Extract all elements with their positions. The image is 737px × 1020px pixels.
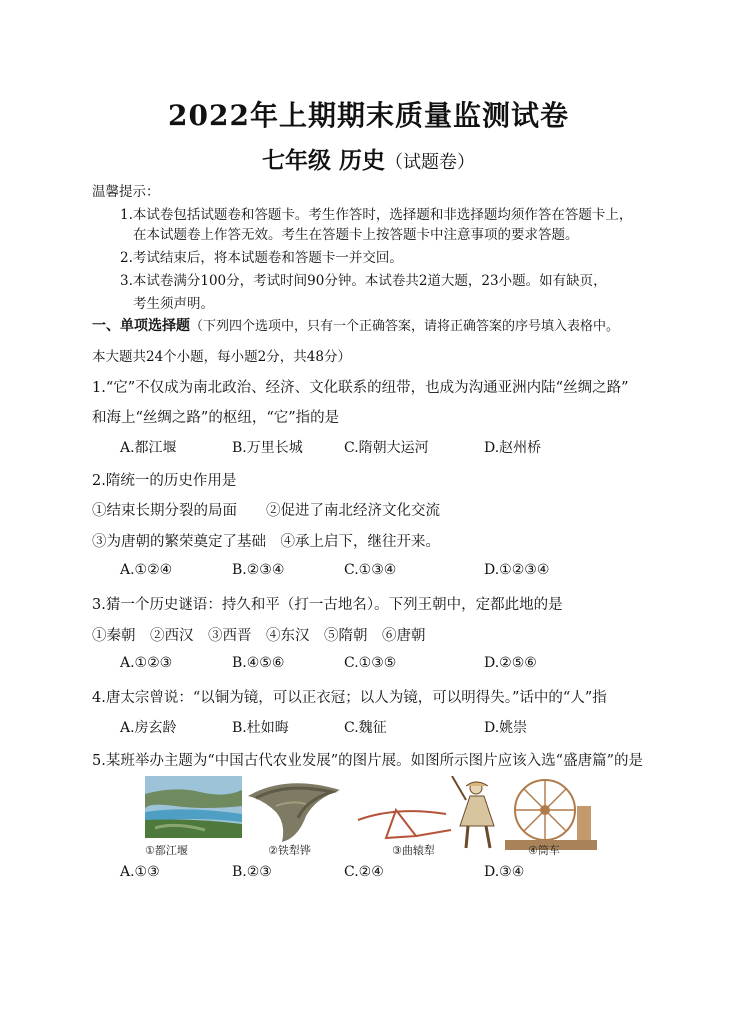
subtitle-paren: （试题卷） bbox=[385, 152, 475, 173]
option: B.②③ bbox=[232, 864, 272, 880]
option: A.①②④ bbox=[120, 562, 173, 578]
option: C.魏征 bbox=[344, 720, 387, 736]
option: C.隋朝大运河 bbox=[344, 440, 429, 456]
question-text: 5.某班举办主题为“中国古代农业发展”的图片展。如图所示图片应该入选“盛唐篇”的是 bbox=[92, 753, 643, 769]
tips-line: 2.考试结束后，将本试题卷和答题卡一并交回。 bbox=[120, 250, 403, 266]
option: D.③④ bbox=[484, 864, 525, 880]
option: C.①③④ bbox=[344, 562, 397, 578]
option: B.④⑤⑥ bbox=[232, 655, 285, 671]
tips-line: 在本试题卷上作答无效。考生在答题卡上按答题卡中注意事项的要求答题。 bbox=[133, 227, 579, 243]
option: D.①②③④ bbox=[484, 562, 550, 578]
figure-caption: ③曲辕犁 bbox=[392, 844, 435, 857]
question-text: 2.隋统一的历史作用是 bbox=[92, 473, 237, 489]
question-text: ①秦朝 ②西汉 ③西晋 ④东汉 ⑤隋朝 ⑥唐朝 bbox=[92, 628, 426, 644]
option: B.万里长城 bbox=[232, 440, 303, 456]
section-label: 一、单项选择题 bbox=[92, 318, 190, 334]
tips-line: 考生须声明。 bbox=[133, 296, 214, 312]
figure-caption: ④筒车 bbox=[528, 844, 560, 857]
subtitle-main: 七年级 历史 bbox=[261, 148, 385, 174]
page-subtitle bbox=[0, 142, 737, 175]
option: B.②③④ bbox=[232, 562, 285, 578]
page-title: 2022年上期期末质量监测试卷 bbox=[168, 99, 569, 132]
figure-caption: ①都江堰 bbox=[145, 844, 188, 857]
figure-caption: ②铁犁铧 bbox=[268, 844, 311, 857]
section-header bbox=[92, 315, 619, 335]
tips-heading: 温馨提示： bbox=[92, 184, 160, 200]
question-text: ③为唐朝的繁荣奠定了基础 ④承上启下，继往开来。 bbox=[92, 534, 440, 550]
tips-line: 3.本试卷满分100分，考试时间90分钟。本试卷共2道大题，23小题。如有缺页， bbox=[120, 273, 607, 289]
option: D.②⑤⑥ bbox=[484, 655, 537, 671]
section-note: 本大题共24个小题，每小题2分，共48分） bbox=[92, 349, 351, 365]
option: A.都江堰 bbox=[120, 440, 177, 456]
section-instruction: （下列四个选项中，只有一个正确答案，请将正确答案的序号填入表格中。 bbox=[190, 319, 620, 334]
question-text: ①结束长期分裂的局面 ②促进了南北经济文化交流 bbox=[92, 503, 440, 519]
option: D.姚崇 bbox=[484, 720, 528, 736]
option: B.杜如晦 bbox=[232, 720, 289, 736]
question-text: 3.猜一个历史谜语：持久和平（打一古地名）。下列王朝中，定都此地的是 bbox=[92, 597, 563, 613]
option: D.赵州桥 bbox=[484, 440, 542, 456]
option: C.①③⑤ bbox=[344, 655, 397, 671]
question-text: 4.唐太宗曾说：“以铜为镜，可以正衣冠；以人为镜，可以明得失。”话中的“人”指 bbox=[92, 690, 607, 706]
option: A.①②③ bbox=[120, 655, 173, 671]
option: A.房玄龄 bbox=[120, 720, 177, 736]
tips-line: 1.本试卷包括试题卷和答题卡。考生作答时，选择题和非选择题均须作答在答题卡上， bbox=[120, 207, 633, 223]
question-text: 1.“它”不仅成为南北政治、经济、文化联系的纽带，也成为沟通亚洲内陆“丝绸之路” bbox=[92, 380, 629, 396]
question-text: 和海上“丝绸之路”的枢纽，“它”指的是 bbox=[92, 410, 340, 426]
option: A.①③ bbox=[120, 864, 160, 880]
option: C.②④ bbox=[344, 864, 384, 880]
